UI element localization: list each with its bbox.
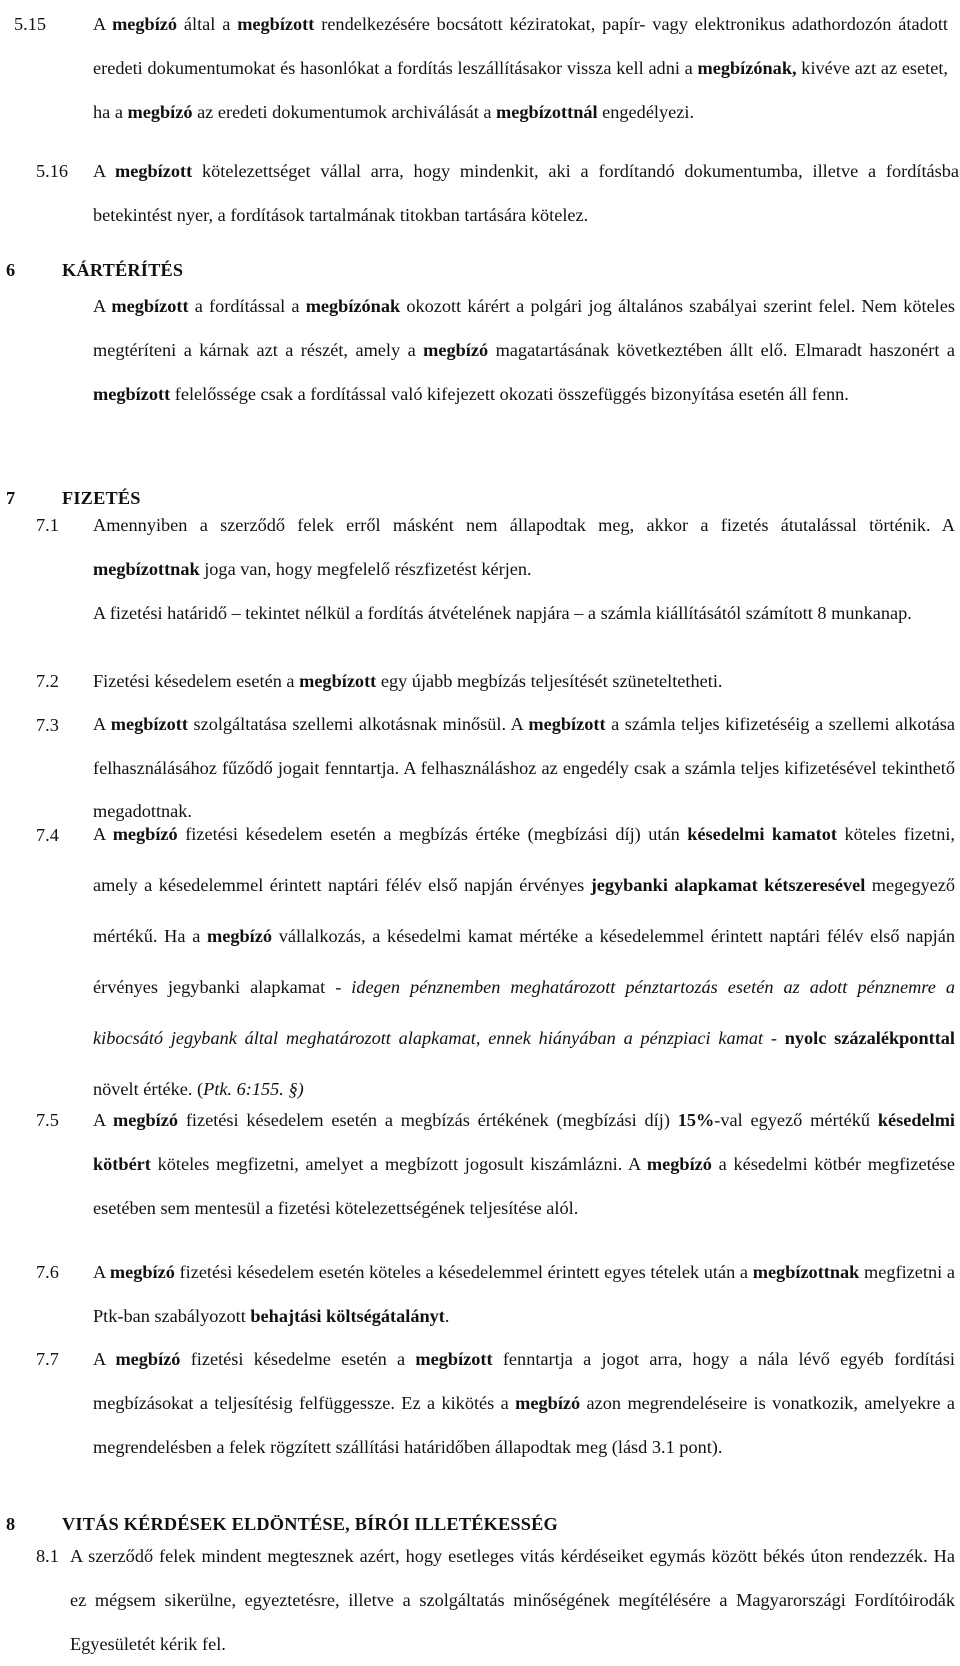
text-run: a késedelmi kötbér megfizetése esetében sem mentesül a fizetési kötelezettségének teljesítése alól. [93, 1154, 955, 1218]
text-run: kötelezettséget vállal arra, hogy mindenkit, aki a fordítandó dokumentumba, illetve a fordításba betekintést nyer, a fordítások tartalmának titokban tartására kötelez. [93, 161, 960, 225]
clause-text-7-5 [93, 1098, 955, 1230]
bold-text: megbízó [515, 1393, 581, 1413]
text-run: a számla teljes kifizetéséig a szellemi alkotása felhasználásához fűződő jogait fenntartja. A felhasználáshoz az engedély csak a számla teljes kifizetésével tekinthető megadottnak. [93, 714, 956, 821]
bold-text: megbízó [127, 102, 193, 122]
text-run: fizetési késedelem esetén a megbízás értékének (megbízási díj) [178, 1110, 678, 1130]
text-run: fizetési késedelem esetén a megbízás értéke (megbízási díj) után [177, 824, 688, 844]
clause-number-5-16: 5.16 [36, 161, 68, 181]
clause-number-5-15: 5.15 [14, 14, 46, 34]
bold-text: megbízottnak [93, 559, 200, 579]
bold-text: megbízott [528, 714, 606, 734]
clause-text-5-16 [93, 149, 959, 237]
section-number-8: 8 [6, 1514, 16, 1534]
bold-text: megbízott [299, 671, 377, 691]
text-run: azon megrendeléseire is vonatkozik, amelyekre a megrendelésben a felek rögzített szállítási határidőben állapodtak meg (lásd 3.1 pont). [93, 1393, 955, 1457]
section-title-vitas-kerdesek: VITÁS KÉRDÉSEK ELDÖNTÉSE, BÍRÓI ILLETÉKESSÉG [62, 1514, 558, 1534]
bold-text: megbízott [115, 161, 193, 181]
bold-text: jegybanki alapkamat kétszeresével [590, 875, 866, 895]
text-run: köteles fizetni, amely a késedelemmel érintett naptári félév első napján érvényes [93, 824, 955, 895]
text-run: megfizetni a Ptk-ban szabályozott [93, 1262, 955, 1326]
text-run: A [93, 1349, 116, 1369]
text-run: A [93, 161, 115, 181]
bold-text: megbízónak [305, 296, 401, 316]
clause-number-7-4: 7.4 [36, 825, 59, 845]
bold-text: megbízó [207, 926, 273, 946]
text-run: A szerződő felek mindent megtesznek azért, hogy esetleges vitás kérdéseiket egymás között békés úton rendezzék. Ha ez mégsem sikerülne, egyeztetésre, illetve a szolgáltatás minőségének megítélésére a Magyarországi Fordítóirodák Egyesületét kérik fel. [70, 1546, 955, 1654]
italic-text: idegen pénznemben meghatározott pénztartozás esetén az adott pénznemre a kibocsátó jegybank által meghatározott alapkamat, ennek hiányában a pénzpiaci kamat [93, 977, 955, 1048]
bold-text: megbízó [423, 340, 489, 360]
bold-text: megbízó [109, 1262, 175, 1282]
bold-text: késedelmi kamatot [687, 824, 837, 844]
clause-text-7-4 [93, 809, 955, 1115]
bold-text: megbízott [111, 296, 189, 316]
bold-text: megbízó [112, 14, 178, 34]
text-run: vállalkozás, a késedelmi kamat mértéke a késedelemmel érintett naptári félév első napján érvényes jegybanki alapkamat - [93, 926, 955, 997]
text-run: növelt értéke. ( [93, 1079, 204, 1099]
italic-text: Ptk. 6:155. §) [203, 1079, 304, 1099]
text-run: köteles megfizetni, amelyet a megbízott jogosult kiszámlázni. A [150, 1154, 647, 1174]
bold-text: nyolc százalékponttal [784, 1028, 956, 1048]
text-run: fizetési késedelme esetén a [180, 1349, 416, 1369]
text-run: A [93, 1262, 110, 1282]
text-run: Amennyiben a szerződő felek erről másként nem állapodtak meg, akkor a fizetés átutalással történik. A [93, 515, 955, 535]
clause-number-7-2: 7.2 [36, 671, 59, 691]
text-run: joga van, hogy megfelelő részfizetést kérjen. [199, 559, 532, 579]
clause-text-7-2 [93, 659, 955, 703]
text-run: okozott kárért a polgári jog általános szabályai szerint felel. Nem köteles megtéríteni a kárnak azt a részét, amely a [93, 296, 955, 360]
text-run: A [93, 14, 113, 34]
text-run: . [444, 1306, 450, 1326]
text-run: A [93, 296, 112, 316]
clause-number-8-1: 8.1 [36, 1546, 59, 1566]
bold-text: megbízó [646, 1154, 712, 1174]
text-run: A [93, 824, 113, 844]
bold-text: megbízó [113, 1110, 178, 1130]
text-run: Fizetési késedelem esetén a [93, 671, 300, 691]
text-run: A [93, 1110, 114, 1130]
section-number-6: 6 [6, 260, 16, 280]
text-run: rendelkezésére bocsátott kéziratokat, papír- vagy elektronikus adathordozón átadott eredeti dokumentumokat és hasonlókat a fordítás leszállításakor vissza kell adni a [93, 14, 949, 78]
clause-text-7-1 [93, 503, 955, 591]
clause-text-8-1 [70, 1534, 955, 1666]
section-text-6 [93, 284, 955, 416]
section-title-kartérítés: KÁRTÉRÍTÉS [62, 260, 184, 280]
bold-text: megbízott [110, 714, 188, 734]
text-run: egy újabb megbízás teljesítését szüneteltetheti. [376, 671, 723, 691]
text-run: - [763, 1028, 785, 1048]
bold-text: megbízott [93, 384, 171, 404]
bold-text: megbízottnál [496, 102, 598, 122]
bold-text: 15% [677, 1110, 715, 1130]
text-run: kivéve azt az esetet, ha a [93, 58, 948, 122]
text-run: fenntartja a jogot arra, hogy a nála lévő egyéb fordítási megbízásokat a teljesítésig felfüggessze. Ez a kikötés a [93, 1349, 955, 1413]
text-run: engedélyezi. [597, 102, 695, 122]
bold-text: megbízónak, [697, 58, 797, 78]
clause-number-7-1: 7.1 [36, 515, 59, 535]
text-run: A fizetési határidő – tekintet nélkül a fordítás átvételének napjára – a számla kiállításától számított 8 munkanap. [93, 603, 912, 623]
clause-number-7-3: 7.3 [36, 715, 59, 735]
clause-text-7-7 [93, 1337, 955, 1469]
text-run: A [93, 714, 111, 734]
clause-text-7-1-deadline [93, 591, 955, 635]
bold-text: megbízott [415, 1349, 493, 1369]
text-run: -val egyező mértékű [714, 1110, 878, 1130]
bold-text: megbízó [115, 1349, 181, 1369]
bold-text: megbízottnak [752, 1262, 860, 1282]
section-title-fizetes: FIZETÉS [62, 488, 141, 508]
clause-text-5-15 [93, 2, 948, 134]
text-run: magatartásának következtében állt elő. Elmaradt haszonért a [488, 340, 956, 360]
text-run: a fordítással a [188, 296, 306, 316]
text-run: fizetési késedelem esetén köteles a késedelemmel érintett egyes tételek után a [174, 1262, 753, 1282]
bold-text: késedelmi kötbért [93, 1110, 956, 1174]
clause-number-7-5: 7.5 [36, 1110, 59, 1130]
bold-text: behajtási költségátalányt [250, 1306, 445, 1326]
section-number-7: 7 [6, 488, 16, 508]
text-run: az eredeti dokumentumok archiválását a [192, 102, 497, 122]
text-run: felelőssége csak a fordítással való kifejezett okozati összefüggés bizonyítása esetén áll fenn. [170, 384, 849, 404]
clause-text-7-6 [93, 1250, 955, 1338]
clause-number-7-7: 7.7 [36, 1349, 59, 1369]
text-run: által a [177, 14, 238, 34]
bold-text: megbízott [237, 14, 315, 34]
bold-text: megbízó [112, 824, 178, 844]
text-run: megegyező mértékű. Ha a [93, 875, 955, 946]
clause-number-7-6: 7.6 [36, 1262, 59, 1282]
text-run: szolgáltatása szellemi alkotásnak minősül. A [187, 714, 529, 734]
